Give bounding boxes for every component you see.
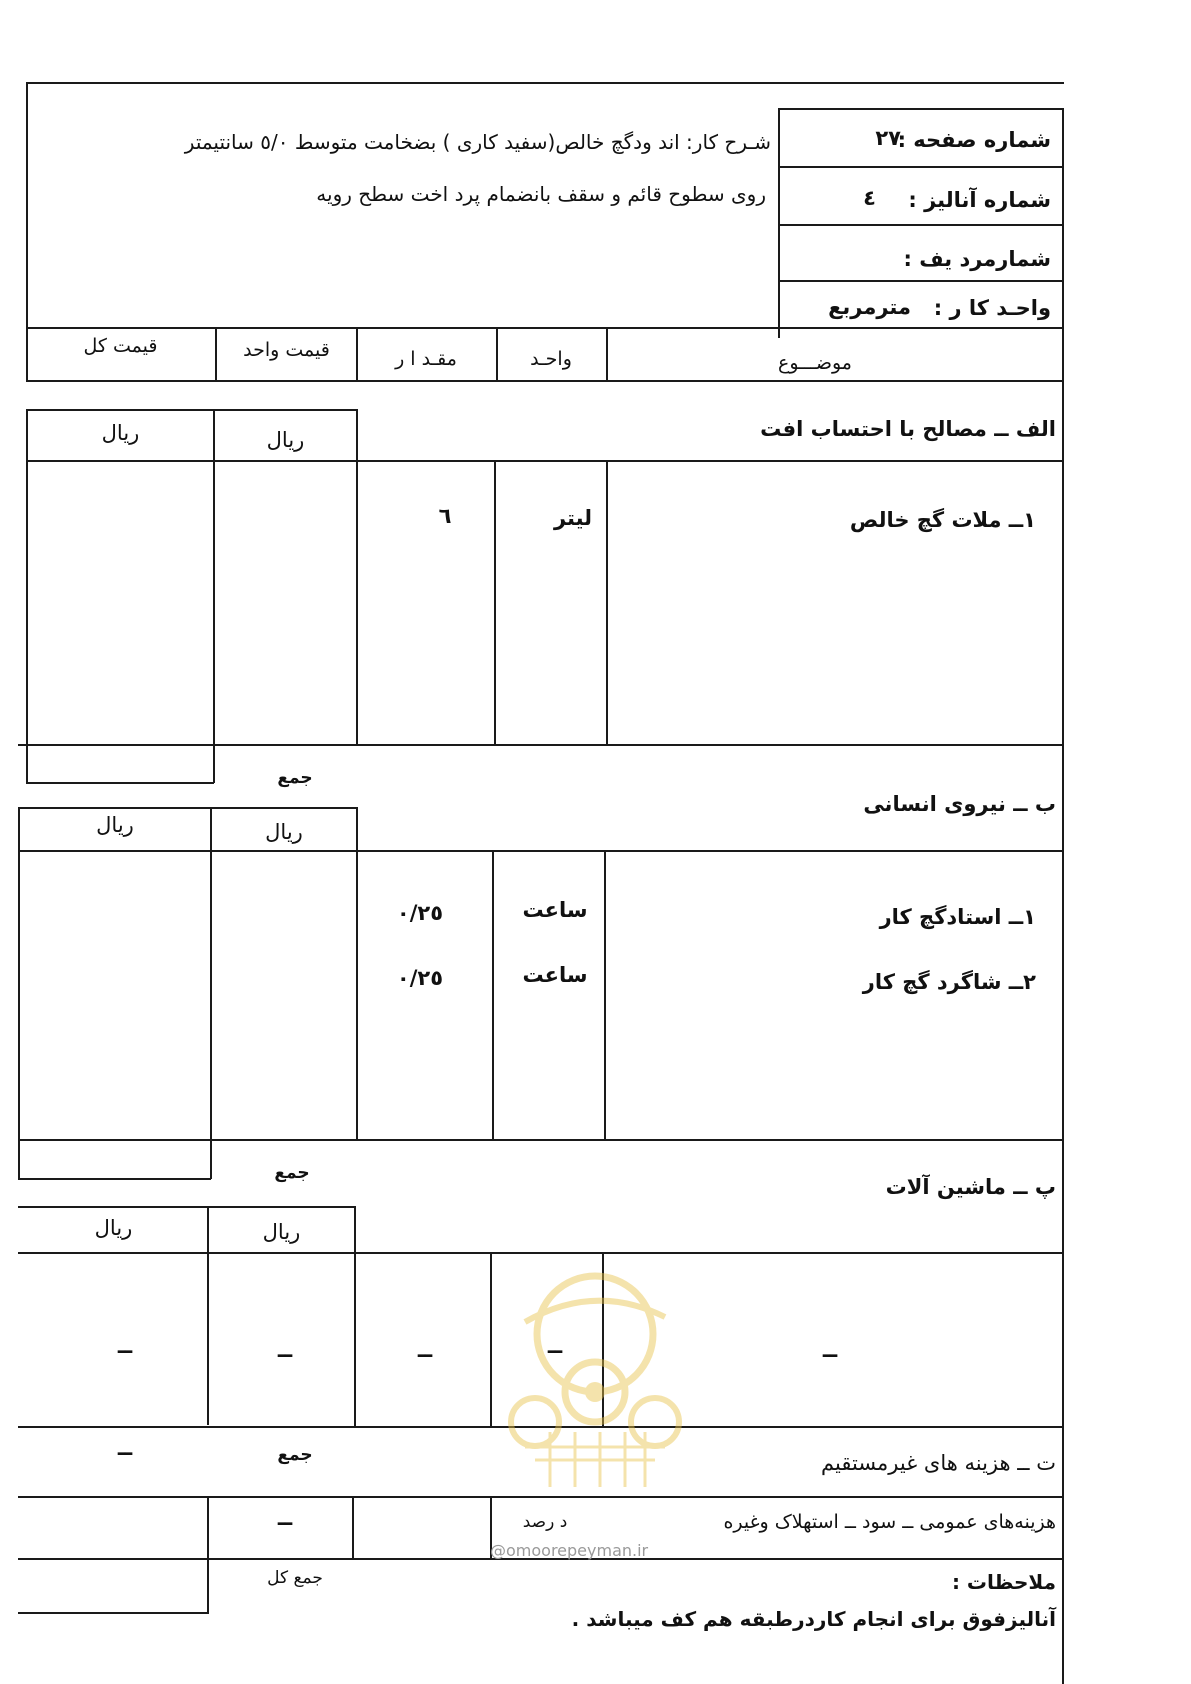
work-unit-label: واحـد کا ر : [933, 296, 1051, 320]
sec-b-bottom [18, 1139, 1064, 1141]
machinery-subject-dash: ــ [822, 1338, 838, 1362]
rial-label-total-a: ریال [101, 421, 140, 445]
machinery-uprice-dash: ــ [277, 1338, 293, 1362]
info-top-line [778, 108, 1064, 110]
sec-a-qty-sep [494, 460, 496, 744]
col-unit-price-header: قیمت واحد [243, 339, 330, 361]
sec-c-rial-top [18, 1206, 355, 1208]
labor-sum-label: جمع [274, 1163, 310, 1183]
rial-label-uprice-c: ریال [262, 1220, 301, 1244]
indirect-total-dash: ــ [117, 1436, 133, 1460]
notes-text: آنالیزفوق برای انجام کاردرطبقه هم کف میباشد . [571, 1607, 1056, 1631]
sec-c-uprice-sep [354, 1206, 356, 1428]
section-machinery-title: پ ــ ماشین آلات [885, 1175, 1056, 1199]
sec-a-total-sep [213, 409, 215, 783]
sec-a-rial-bottom [26, 460, 1064, 462]
sec-c-rial-bottom [18, 1252, 1064, 1254]
header-row-bottom [26, 380, 1064, 382]
section-indirect-title: ت ــ هزینه های غیرمستقیم [821, 1451, 1056, 1475]
general-costs-percent: د رصد [522, 1512, 568, 1532]
sec-b-unit-sep [604, 850, 606, 1140]
sec-b-rial-bottom [18, 850, 1064, 852]
col-sep-subject-unit-head [606, 327, 608, 380]
sec-a-unit-sep [606, 460, 608, 744]
info-left-line [778, 108, 780, 338]
labor-item-2-unit: ساعت [522, 963, 588, 987]
machinery-unit-dash: ــ [547, 1334, 563, 1358]
sec-a-uprice-sep [356, 409, 358, 744]
sec-a-left-line [26, 409, 28, 783]
sec-c-qty-sep [490, 1252, 492, 1428]
page-number-label: شماره صفحه : [897, 128, 1051, 152]
col-unit-header: واحـد [530, 348, 572, 370]
frame-left-top-line [26, 82, 28, 380]
rial-label-uprice-b: ریال [265, 820, 303, 844]
materials-sum-label: جمع [277, 768, 313, 788]
machinery-sum-label: جمع [277, 1445, 313, 1465]
info-line-3 [778, 280, 1064, 282]
col-subject-header: موضـــوع [778, 352, 852, 374]
work-unit-value: مترمربع [828, 295, 911, 319]
general-costs-label: هزینه‌های عمومی ــ سود ــ استهلاک وغیره [723, 1511, 1056, 1533]
analysis-number-value: ٤ [863, 186, 876, 210]
sec-b-sum-bottom [18, 1178, 211, 1180]
labor-item-1-quantity: ۰/۲٥ [396, 901, 444, 925]
machinery-quantity-dash: ــ [417, 1338, 433, 1362]
sec-b-total-sep [210, 807, 212, 1179]
frame-top-line [26, 82, 1064, 84]
notes-label: ملاحظات : [951, 1570, 1056, 1594]
info-line-2 [778, 224, 1064, 226]
material-item-label: ۱ــ ملات گچ خالص [849, 508, 1036, 532]
labor-item-1-unit: ساعت [522, 898, 588, 922]
general-costs-uprice-dash: ــ [277, 1506, 293, 1530]
section-labor-title: ب ــ نیروی انسانی [863, 792, 1056, 816]
watermark-site: @omoorepeyman.ir [490, 1541, 649, 1560]
rial-label-uprice-a: ریال [266, 428, 305, 452]
sec-a-bottom [18, 744, 1064, 746]
sec-b-left-line [18, 807, 20, 1179]
sec-a-sum-bottom [26, 782, 214, 784]
col-total-price-header: قیمت کل [83, 335, 158, 357]
col-quantity-header: مقـد ا ر [395, 348, 457, 370]
sec-d-uprice-sep [352, 1496, 354, 1560]
material-item-quantity: ٦ [438, 504, 452, 528]
grand-total-bottom [18, 1612, 209, 1614]
frame-right-line [1062, 108, 1064, 1684]
analysis-number-label: شماره آنالیز : [908, 188, 1051, 212]
labor-item-2-label: ۲ــ شاگرد گچ کار [862, 970, 1036, 994]
row-number-label: شمارمرد یف : [903, 247, 1051, 271]
sec-d-top [18, 1496, 1064, 1498]
material-item-unit: لیتر [553, 506, 593, 530]
brand-logo-watermark [495, 1262, 695, 1492]
work-description-line1: شـرح کار: اند ودگچ خالص(سفید کاری ) بضخامت متوسط ٥/٠ سانتیمتر [184, 130, 771, 154]
grand-total-label: جمع کل [267, 1568, 323, 1588]
labor-item-2-quantity: ۰/۲٥ [396, 966, 444, 990]
sec-b-qty-sep [492, 850, 494, 1140]
sec-a-rial-top [26, 409, 357, 411]
rial-label-total-c: ریال [94, 1216, 133, 1240]
section-materials-title: الف ــ مصالح با احتساب افت [760, 417, 1056, 441]
page-number-value: ۲۷ [875, 126, 901, 150]
work-description-line2: روی سطوح قائم و سقف بانضمام پرد اخت سطح رویه [316, 182, 766, 206]
rial-label-total-b: ریال [96, 813, 134, 837]
sec-b-rial-top [18, 807, 357, 809]
sec-b-uprice-sep [356, 807, 358, 1140]
machinery-total-dash: ــ [117, 1334, 133, 1358]
sec-d-total-sep [207, 1496, 209, 1614]
info-line-1 [778, 166, 1064, 168]
header-row-top [26, 327, 1064, 329]
labor-item-1-label: ۱ــ استادگچ کار [879, 905, 1036, 929]
